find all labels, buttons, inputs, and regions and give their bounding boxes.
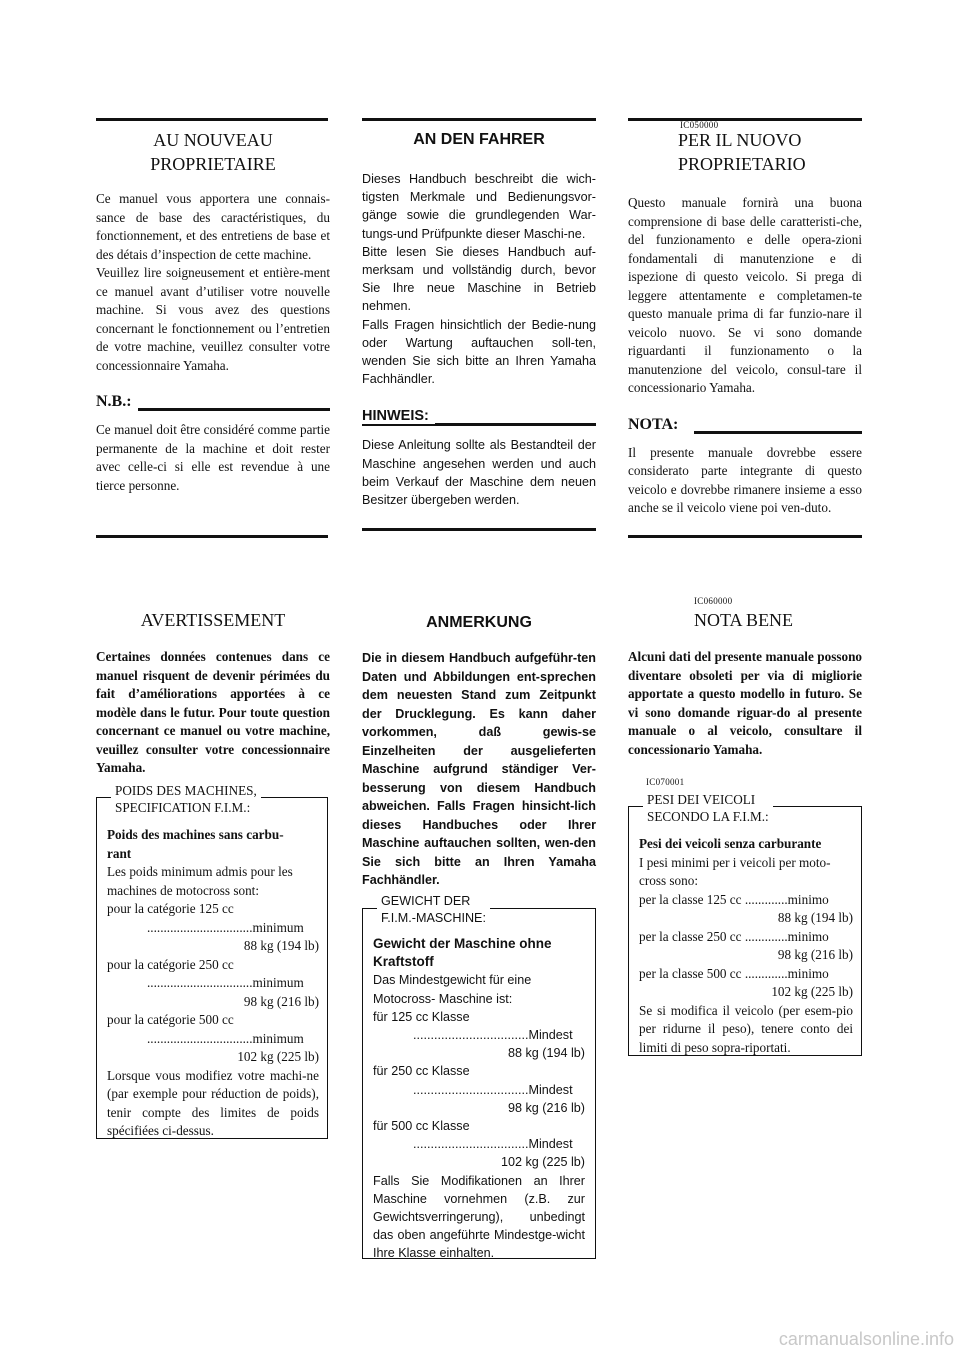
fr-note-header <box>96 393 330 415</box>
it-warning-title: NOTA BENE <box>694 610 794 630</box>
it-box-head: Pesi dei veicoli senza carburante <box>639 836 822 851</box>
fr-val125: 88 kg (194 lb) <box>243 938 319 953</box>
it-title-line2: PROPRIETARIO <box>678 154 806 174</box>
de-weight-box <box>362 894 596 1261</box>
section-code-it-box: IC070001 <box>646 777 685 787</box>
it-box-title-line1: PESI DEI VEICOLI <box>647 792 756 807</box>
de-note-header <box>362 408 596 430</box>
de-intro3: Falls Fragen hinsichtlich der Bedie-nung oder Wartung auftauchen soll-ten, wenden Sie sich bitte an Ihren Yamaha Fachhändler. <box>362 317 596 387</box>
de-cat125: für 125 cc Klasse <box>373 1009 470 1024</box>
fr-warning-section <box>96 608 330 778</box>
section-code-it-mid: IC060000 <box>694 596 733 606</box>
it-val500: 102 kg (225 lb) <box>771 984 853 999</box>
it-box-content <box>639 835 853 1057</box>
it-note-bottom-rule <box>628 535 862 538</box>
it-box-title <box>643 791 773 825</box>
de-box-title-line1: GEWICHT DER <box>381 894 471 908</box>
watermark-text: carmanualsonline.info <box>778 1329 954 1349</box>
it-note-text: Il presente manuale dovrebbe essere considerato parte integrante di questo veicolo e dovrebbe rimanere insieme a esso anche se il veicolo viene poi ven-duto. <box>628 444 862 515</box>
fr-note-text: Ce manuel doit être considéré comme partie permanente de la machine et doit rester avec celle-ci si elle est revendue à une tierce personne. <box>96 422 330 493</box>
fr-box-content <box>107 826 319 1141</box>
it-warning-text: Alcuni dati del presente manuale possono diventare obsoleti per via di migliorie apportate a questo modello in futuro. Se vi sono domande riguar-do al presente manuale o al veicolo, consultare il concessionario Yamaha. <box>628 649 862 757</box>
de-val125: 88 kg (194 lb) <box>507 1046 585 1061</box>
it-title-line1: PER IL NUOVO <box>678 130 802 150</box>
fr-box-head2: rant <box>107 845 132 861</box>
it-note-line <box>694 431 862 434</box>
fr-intro2: Veuillez lire soigneusement et entière-ment ce manuel avant d’utiliser votre nouvelle machine. Si vous avez des questions concernant le fonctionnement ou l’entretien de votre machine, veuillez consulter votre concessionnaire Yamaha. <box>96 265 330 373</box>
de-title: AN DEN FAHRER <box>413 131 545 148</box>
fr-val500: 102 kg (225 lb) <box>237 1049 319 1064</box>
de-box-content <box>373 935 585 1263</box>
fr-cat500: pour la catégorie 500 cc <box>107 1012 234 1027</box>
section-code-it-top: IC050000 <box>680 120 719 130</box>
de-warning-text: Die in diesem Handbuch aufgeführ-ten Daten und Abbildungen ent-sprechen dem neuesten Stand zum Zeitpunkt der Drucklegung. Es kann daher vorkommen, daß gewis-se Einzelheiten der ausgelieferten Maschine aufgrund ständiger Ver-besserung von diesem Handbuch abweichen. Falls Fragen hinsicht-lich dieses Handbuches oder Ihrer Maschine auftauchen sollten, wen-den Sie sich bitte an Ihren Yamaha Fachhändler. <box>362 651 596 887</box>
fr-dots500: ................................minimum <box>147 1030 304 1046</box>
de-box-head2: Kraftstoff <box>373 954 434 970</box>
de-box-head1: Gewicht der Maschine ohne <box>373 936 552 951</box>
fr-weight-box <box>96 783 328 1139</box>
de-owner-section <box>362 128 596 509</box>
it-owner-section <box>628 128 862 518</box>
fr-owner-section <box>96 128 330 495</box>
top-rule-left <box>96 118 328 121</box>
it-cat125: per la classe 125 cc .............minimo <box>639 891 829 907</box>
fr-intro: Ce manuel vous apportera une connais-sance de base des caractéristiques, du fonctionnement, et des entretiens de base et des détais d’inspection de cette machine. <box>96 191 330 262</box>
de-cat250: für 250 cc Klasse <box>373 1064 470 1079</box>
it-intro: Questo manuale fornirà una buona comprensione di base delle caratteristi-che, del funzionamento e delle opera-zioni fondamentali di manutenzione e di ispezione di questo veicolo. Si prega di leggere attentamente e completamen-te questo manuale prima di far funzio-nare il veicolo nuovo. Se vi sono domande riguardanti il funzionamento o la manutenzione del veicolo, consul-tare il concessionario Yamaha. <box>628 195 862 395</box>
it-warning-section <box>628 608 862 759</box>
de-intro2: Bitte lesen Sie dieses Handbuch auf-merksam und vollständig durch, bevor Sie Ihre neue Maschine in Betrieb nehmen. <box>362 244 596 314</box>
fr-box-intro: Les poids minimum admis pour les machines de motocross sont: <box>107 864 293 898</box>
it-box-title-line2: SECONDO LA F.I.M.: <box>647 809 769 824</box>
top-rule-right <box>628 118 862 121</box>
fr-note-bottom-rule <box>96 535 328 538</box>
fr-dots125: ................................minimum <box>147 919 304 935</box>
de-note-label: HINWEIS: <box>362 408 435 424</box>
it-val125: 88 kg (194 lb) <box>777 910 853 925</box>
fr-cat125: pour la catégorie 125 cc <box>107 901 234 916</box>
fr-box-title-line2: SPECIFICATION F.I.M.: <box>115 800 251 815</box>
de-intro: Dieses Handbuch beschreibt die wich-tigsten Merkmale und Bedienungsvor-gänge sowie die grundlegenden War-tungs-und Prüfpunkte dieser Maschi-ne. <box>362 172 596 241</box>
de-warning-section <box>362 611 596 890</box>
fr-box-head1: Poids des machines sans carbu- <box>107 827 284 842</box>
fr-val250: 98 kg (216 lb) <box>243 993 319 1009</box>
de-box-end: Falls Sie Modifikationen an Ihrer Maschine vornehmen (z.B. zur Gewichtsverringerung), unbedingt das oben angeführte Mindestge-wicht Ihre Klasse einhalten. <box>373 1173 585 1261</box>
de-dots250: .................................Mindest <box>413 1082 573 1097</box>
de-cat500: für 500 cc Klasse <box>373 1119 470 1134</box>
fr-box-title <box>111 782 261 816</box>
top-rule-middle <box>362 118 596 121</box>
it-val250: 98 kg (216 lb) <box>777 947 853 962</box>
fr-box-title-line1: POIDS DES MACHINES, <box>115 783 257 798</box>
fr-warning-text: Certaines données contenues dans ce manuel risquent de devenir périmées du fait d’améliorations apportées à ce modèle dans le futur. Pour toute question concernant ce manuel ou votre machine, veuillez consulter votre concessionnaire Yamaha. <box>96 649 330 775</box>
it-cat250: per la classe 250 cc .............minimo <box>639 928 829 944</box>
it-box-intro: I pesi minimi per i veicoli per moto-cross sono: <box>639 854 831 888</box>
de-note-bottom-rule <box>362 528 596 531</box>
de-val250: 98 kg (216 lb) <box>507 1100 585 1115</box>
fr-title-line1: AU NOUVEAU <box>153 130 273 150</box>
de-box-intro: Das Mindestgewicht für eine Motocross- Maschine ist: <box>373 973 532 1006</box>
it-note-header <box>628 416 862 438</box>
it-note-label: NOTA: <box>628 416 684 434</box>
de-box-title <box>377 893 490 927</box>
de-dots125: .................................Mindest <box>413 1028 573 1043</box>
fr-warning-title: AVERTISSEMENT <box>140 610 286 630</box>
fr-box-end: Lorsque vous modifiez votre machi-ne (par exemple pour réduction de poids), tenir compte des limites de poids spécifiées ci-dessus. <box>107 1067 319 1138</box>
de-warning-title: ANMERKUNG <box>426 614 532 631</box>
de-dots500: .................................Mindest <box>413 1137 573 1152</box>
fr-dots250: ................................minimum <box>147 975 304 990</box>
it-weight-box <box>628 792 862 1056</box>
fr-title-line2: PROPRIETAIRE <box>150 154 276 174</box>
de-box-title-line2: F.I.M.-MASCHINE: <box>381 911 486 925</box>
de-note-text: Diese Anleitung sollte als Bestandteil der Maschine angesehen werden und auch beim Verkauf der Maschine dem neuen Besitzer übergeben werden. <box>362 438 596 508</box>
it-cat500: per la classe 500 cc .............minimo <box>639 965 829 981</box>
it-box-end: Se si modifica il veicolo (per esem-pio per ridurne il peso), tenere conto dei limiti di peso sopra-riportati. <box>639 1002 853 1055</box>
fr-cat250: pour la catégorie 250 cc <box>107 956 234 972</box>
fr-note-label: N.B.: <box>96 393 138 411</box>
de-val500: 102 kg (225 lb) <box>500 1155 585 1170</box>
